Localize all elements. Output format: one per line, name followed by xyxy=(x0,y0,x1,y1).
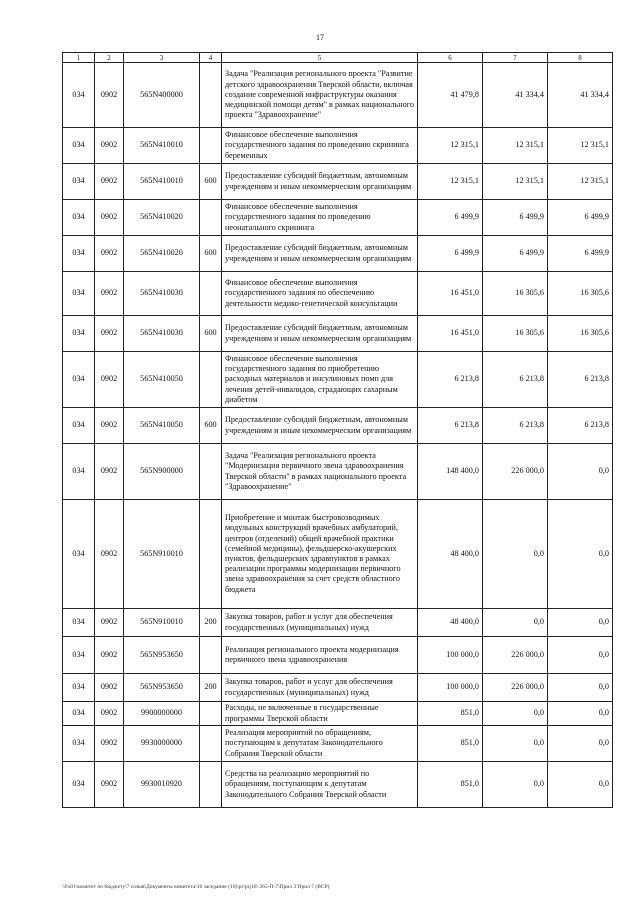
amount-year1-cell: 148 400,0 xyxy=(418,444,483,500)
footer-file-path: \\Fs01\комитет по бюджету\7 созыв\Документы комитета\16 заседание (10)\pr\prj16\ 265-П-7\Прил 3 Прил 7 (ВСР) xyxy=(62,884,330,890)
description-cell: Приобретение и монтаж быстровозводимых модульных конструкций врачебных амбулаторий, центров (отделений) общей врачебной практики (семейной медицины), фельдшерско-акушерских пунктов, фельдшерских здравпунктов в рамках реализации программы модернизации первичного звена здравоохранения за счет средств областного бюджета xyxy=(222,500,418,609)
table-row xyxy=(63,444,613,500)
section-code-cell: 0902 xyxy=(95,674,124,702)
column-number: 5 xyxy=(222,53,418,63)
section-code-cell: 0902 xyxy=(95,609,124,637)
target-article-cell: 565N410010 xyxy=(124,128,200,164)
expense-type-cell xyxy=(200,762,222,808)
ministry-code-cell: 034 xyxy=(63,236,95,272)
target-article-cell: 565N410050 xyxy=(124,408,200,444)
amount-year1-cell: 48 400,0 xyxy=(418,500,483,609)
ministry-code-cell: 034 xyxy=(63,726,95,762)
section-code-cell: 0902 xyxy=(95,637,124,674)
expense-type-cell: 200 xyxy=(200,674,222,702)
amount-year2-cell: 0,0 xyxy=(483,762,548,808)
section-code-cell: 0902 xyxy=(95,200,124,236)
ministry-code-cell: 034 xyxy=(63,408,95,444)
ministry-code-cell: 034 xyxy=(63,702,95,726)
description-cell: Средства на реализацию мероприятий по обращениям, поступающим к депутатам Законодательного Собрания Тверской области xyxy=(222,762,418,808)
description-cell: Финансовое обеспечение выполнения государственного задания по обеспечению деятельности медико-генетической консультации xyxy=(222,272,418,316)
description-cell: Финансовое обеспечение выполнения государственного задания по проведению неонатального скрининга xyxy=(222,200,418,236)
section-code-cell: 0902 xyxy=(95,702,124,726)
amount-year1-cell: 100 000,0 xyxy=(418,674,483,702)
amount-year2-cell: 0,0 xyxy=(483,609,548,637)
amount-year2-cell: 0,0 xyxy=(483,500,548,609)
target-article-cell: 565N410020 xyxy=(124,236,200,272)
description-cell: Предоставление субсидий бюджетным, автономным учреждениям и иным некоммерческим организациям xyxy=(222,316,418,352)
amount-year3-cell: 0,0 xyxy=(548,674,613,702)
description-cell: Реализация регионального проекта модернизация первичного звена здравоохранения xyxy=(222,637,418,674)
section-code-cell: 0902 xyxy=(95,164,124,200)
ministry-code-cell: 034 xyxy=(63,316,95,352)
table-row xyxy=(63,63,613,128)
amount-year3-cell: 12 315,1 xyxy=(548,128,613,164)
expense-type-cell xyxy=(200,200,222,236)
amount-year1-cell: 12 315,1 xyxy=(418,164,483,200)
column-number: 3 xyxy=(124,53,200,63)
amount-year3-cell: 0,0 xyxy=(548,726,613,762)
target-article-cell: 565N953650 xyxy=(124,674,200,702)
expense-type-cell xyxy=(200,352,222,408)
column-number: 6 xyxy=(418,53,483,63)
table-row xyxy=(63,164,613,200)
description-cell: Предоставление субсидий бюджетным, автономным учреждениям и иным некоммерческим организациям xyxy=(222,408,418,444)
amount-year3-cell: 0,0 xyxy=(548,762,613,808)
amount-year3-cell: 6 499,9 xyxy=(548,236,613,272)
table-row xyxy=(63,674,613,702)
section-code-cell: 0902 xyxy=(95,272,124,316)
ministry-code-cell: 034 xyxy=(63,128,95,164)
table-row xyxy=(63,762,613,808)
section-code-cell: 0902 xyxy=(95,408,124,444)
table-row xyxy=(63,609,613,637)
amount-year2-cell: 6 213,8 xyxy=(483,352,548,408)
ministry-code-cell: 034 xyxy=(63,762,95,808)
amount-year3-cell: 0,0 xyxy=(548,609,613,637)
section-code-cell: 0902 xyxy=(95,316,124,352)
section-code-cell: 0902 xyxy=(95,63,124,128)
column-number-header-row xyxy=(63,53,613,63)
expense-type-cell: 600 xyxy=(200,236,222,272)
target-article-cell: 565N410050 xyxy=(124,352,200,408)
amount-year2-cell: 226 000,0 xyxy=(483,444,548,500)
section-code-cell: 0902 xyxy=(95,352,124,408)
amount-year3-cell: 6 499,9 xyxy=(548,200,613,236)
ministry-code-cell: 034 xyxy=(63,444,95,500)
amount-year2-cell: 0,0 xyxy=(483,702,548,726)
section-code-cell: 0902 xyxy=(95,500,124,609)
section-code-cell: 0902 xyxy=(95,128,124,164)
target-article-cell: 9900000000 xyxy=(124,702,200,726)
amount-year2-cell: 6 499,9 xyxy=(483,236,548,272)
target-article-cell: 565N410030 xyxy=(124,316,200,352)
expense-type-cell: 600 xyxy=(200,164,222,200)
table-row xyxy=(63,128,613,164)
amount-year3-cell: 6 213,8 xyxy=(548,352,613,408)
amount-year1-cell: 12 315,1 xyxy=(418,128,483,164)
ministry-code-cell: 034 xyxy=(63,63,95,128)
expense-type-cell xyxy=(200,637,222,674)
description-cell: Финансовое обеспечение выполнения государственного задания по проведению скрининга беременных xyxy=(222,128,418,164)
amount-year1-cell: 851,0 xyxy=(418,702,483,726)
table-row xyxy=(63,352,613,408)
table-row xyxy=(63,500,613,609)
budget-table xyxy=(62,52,613,808)
amount-year1-cell: 6 499,9 xyxy=(418,200,483,236)
expense-type-cell: 200 xyxy=(200,609,222,637)
ministry-code-cell: 034 xyxy=(63,674,95,702)
amount-year3-cell: 0,0 xyxy=(548,637,613,674)
amount-year2-cell: 226 000,0 xyxy=(483,674,548,702)
amount-year1-cell: 851,0 xyxy=(418,762,483,808)
target-article-cell: 565N900000 xyxy=(124,444,200,500)
target-article-cell: 565N910010 xyxy=(124,500,200,609)
amount-year2-cell: 16 305,6 xyxy=(483,316,548,352)
table-row xyxy=(63,316,613,352)
expense-type-cell xyxy=(200,444,222,500)
amount-year2-cell: 0,0 xyxy=(483,726,548,762)
amount-year2-cell: 12 315,1 xyxy=(483,164,548,200)
table-row xyxy=(63,408,613,444)
amount-year1-cell: 851,0 xyxy=(418,726,483,762)
amount-year1-cell: 6 499,9 xyxy=(418,236,483,272)
amount-year2-cell: 16 305,6 xyxy=(483,272,548,316)
description-cell: Закупка товаров, работ и услуг для обеспечения государственных (муниципальных) нужд xyxy=(222,674,418,702)
amount-year2-cell: 12 315,1 xyxy=(483,128,548,164)
amount-year3-cell: 0,0 xyxy=(548,444,613,500)
expense-type-cell: 600 xyxy=(200,316,222,352)
amount-year2-cell: 226 000,0 xyxy=(483,637,548,674)
target-article-cell: 565N410010 xyxy=(124,164,200,200)
section-code-cell: 0902 xyxy=(95,444,124,500)
section-code-cell: 0902 xyxy=(95,236,124,272)
amount-year3-cell: 0,0 xyxy=(548,500,613,609)
target-article-cell: 565N953650 xyxy=(124,637,200,674)
table-row xyxy=(63,702,613,726)
ministry-code-cell: 034 xyxy=(63,352,95,408)
table-row xyxy=(63,726,613,762)
amount-year1-cell: 6 213,8 xyxy=(418,408,483,444)
column-number: 1 xyxy=(63,53,95,63)
column-number: 2 xyxy=(95,53,124,63)
description-cell: Задача "Реализация регионального проекта "Модернизация первичного звена здравоохранения Тверской области" в рамках национального проекта "Здравоохранение" xyxy=(222,444,418,500)
amount-year3-cell: 16 305,6 xyxy=(548,272,613,316)
table-row xyxy=(63,272,613,316)
ministry-code-cell: 034 xyxy=(63,272,95,316)
amount-year1-cell: 6 213,8 xyxy=(418,352,483,408)
column-number: 4 xyxy=(200,53,222,63)
description-cell: Расходы, не включенные в государственные программы Тверской области xyxy=(222,702,418,726)
page-number: 17 xyxy=(316,33,324,42)
target-article-cell: 565N410020 xyxy=(124,200,200,236)
ministry-code-cell: 034 xyxy=(63,637,95,674)
amount-year1-cell: 100 000,0 xyxy=(418,637,483,674)
target-article-cell: 565N400000 xyxy=(124,63,200,128)
expense-type-cell xyxy=(200,726,222,762)
ministry-code-cell: 034 xyxy=(63,609,95,637)
amount-year3-cell: 12 315,1 xyxy=(548,164,613,200)
column-number: 7 xyxy=(483,53,548,63)
expense-type-cell xyxy=(200,272,222,316)
description-cell: Реализация мероприятий по обращениям, поступающим к депутатам Законодательного Собрания Тверской области xyxy=(222,726,418,762)
amount-year2-cell: 6 499,9 xyxy=(483,200,548,236)
expense-type-cell xyxy=(200,500,222,609)
amount-year3-cell: 6 213,8 xyxy=(548,408,613,444)
amount-year3-cell: 16 305,6 xyxy=(548,316,613,352)
target-article-cell: 565N410030 xyxy=(124,272,200,316)
amount-year2-cell: 41 334,4 xyxy=(483,63,548,128)
amount-year3-cell: 41 334,4 xyxy=(548,63,613,128)
amount-year1-cell: 16 451,0 xyxy=(418,272,483,316)
target-article-cell: 565N910010 xyxy=(124,609,200,637)
ministry-code-cell: 034 xyxy=(63,500,95,609)
expense-type-cell xyxy=(200,128,222,164)
table-row xyxy=(63,637,613,674)
target-article-cell: 9930000000 xyxy=(124,726,200,762)
ministry-code-cell: 034 xyxy=(63,200,95,236)
expense-type-cell xyxy=(200,63,222,128)
column-number: 8 xyxy=(548,53,613,63)
description-cell: Предоставление субсидий бюджетным, автономным учреждениям и иным некоммерческим организациям xyxy=(222,164,418,200)
target-article-cell: 9930010920 xyxy=(124,762,200,808)
ministry-code-cell: 034 xyxy=(63,164,95,200)
section-code-cell: 0902 xyxy=(95,726,124,762)
expense-type-cell: 600 xyxy=(200,408,222,444)
amount-year2-cell: 6 213,8 xyxy=(483,408,548,444)
description-cell: Задача "Реализация регионального проекта "Развитие детского здравоохранения Тверской области, включая создание современной инфраструктуры оказания медицинской помощи детям" в рамках национального проекта "Здравоохранение" xyxy=(222,63,418,128)
amount-year1-cell: 41 479,8 xyxy=(418,63,483,128)
description-cell: Финансовое обеспечение выполнения государственного задания по приобретению расходных материалов и инсулиновых помп для лечения детей-инвалидов, страдающих сахарным диабетом xyxy=(222,352,418,408)
amount-year3-cell: 0,0 xyxy=(548,702,613,726)
expense-type-cell xyxy=(200,702,222,726)
table-row xyxy=(63,236,613,272)
description-cell: Закупка товаров, работ и услуг для обеспечения государственных (муниципальных) нужд xyxy=(222,609,418,637)
amount-year1-cell: 48 400,0 xyxy=(418,609,483,637)
description-cell: Предоставление субсидий бюджетным, автономным учреждениям и иным некоммерческим организациям xyxy=(222,236,418,272)
section-code-cell: 0902 xyxy=(95,762,124,808)
amount-year1-cell: 16 451,0 xyxy=(418,316,483,352)
table-row xyxy=(63,200,613,236)
